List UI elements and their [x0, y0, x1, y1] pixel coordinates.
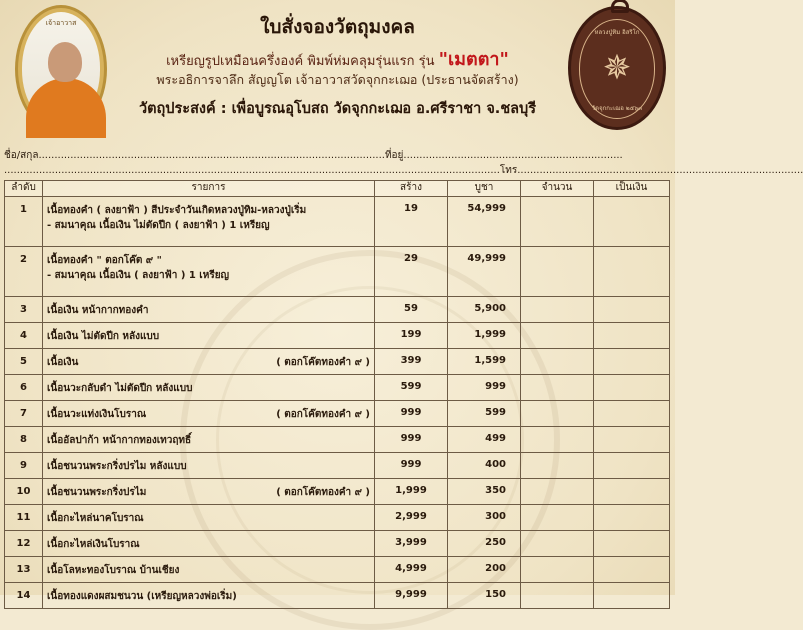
- quantity-input-cell[interactable]: [521, 197, 594, 247]
- amount-input-cell[interactable]: [594, 297, 670, 323]
- phone-field[interactable]: ..........................................................................................: [517, 165, 803, 176]
- col-header-created: สร้าง: [375, 181, 448, 197]
- item-created-count: 4,999: [375, 557, 448, 583]
- item-note: ( ตอกโค๊ตทองคำ ๙ ): [276, 357, 370, 368]
- item-cell: [43, 557, 375, 583]
- amount-input-cell[interactable]: [594, 583, 670, 609]
- item-created-count: 999: [375, 453, 448, 479]
- quantity-input-cell[interactable]: [521, 583, 594, 609]
- item-number: 7: [5, 401, 43, 427]
- table-row: [5, 557, 670, 583]
- table-row: [5, 349, 670, 375]
- quantity-input-cell[interactable]: [521, 401, 594, 427]
- quantity-input-cell[interactable]: [521, 427, 594, 453]
- quantity-input-cell[interactable]: [521, 297, 594, 323]
- item-cell: [43, 197, 375, 247]
- quantity-input-cell[interactable]: [521, 531, 594, 557]
- item-description: เนื้อกะไหล่นาคโบราณ: [47, 513, 144, 524]
- item-cell: [43, 427, 375, 453]
- item-created-count: 9,999: [375, 583, 448, 609]
- portrait-caption: เจ้าอาวาส: [45, 19, 77, 27]
- item-created-count: 19: [375, 197, 448, 247]
- item-description: เนื้อทองคำ " ตอกโค๊ต ๙ ": [47, 255, 162, 266]
- item-number: 11: [5, 505, 43, 531]
- table-row: [5, 453, 670, 479]
- amount-input-cell[interactable]: [594, 401, 670, 427]
- item-number: 2: [5, 247, 43, 297]
- quantity-input-cell[interactable]: [521, 247, 594, 297]
- item-created-count: 399: [375, 349, 448, 375]
- item-created-count: 59: [375, 297, 448, 323]
- medal-top-lettering: หลวงปู่ทิม อิสริโก: [594, 29, 640, 36]
- item-number: 13: [5, 557, 43, 583]
- item-created-count: 2,999: [375, 505, 448, 531]
- item-number: 14: [5, 583, 43, 609]
- item-created-count: 1,999: [375, 479, 448, 505]
- item-bonus: - สมนาคุณ เนื้อเงิน ( ลงยาฟ้า ) 1 เหรียญ: [47, 270, 230, 281]
- item-cell: [43, 479, 375, 505]
- item-price: 350: [448, 479, 521, 505]
- table-row: [5, 505, 670, 531]
- item-price: 499: [448, 427, 521, 453]
- item-price: 300: [448, 505, 521, 531]
- item-description: เนื้อนวะกลับดำ ไม่ตัดปีก หลังแบบ: [47, 383, 193, 394]
- item-description: เนื้อเงิน: [47, 357, 79, 368]
- item-price: 49,999: [448, 247, 521, 297]
- amount-input-cell[interactable]: [594, 557, 670, 583]
- table-row: [5, 583, 670, 609]
- table-row: [5, 531, 670, 557]
- item-description: เนื้อเงิน ไม่ตัดปีก หลังแบบ: [47, 331, 160, 342]
- name-label: ชื่อ/สกุล: [4, 150, 39, 161]
- col-header-quantity: จำนวน: [521, 181, 594, 197]
- item-bonus: - สมนาคุณ เนื้อเงิน ไม่ตัดปีก ( ลงยาฟ้า ) 1 เหรียญ: [47, 220, 270, 231]
- subtitle-president: พระอธิการจาลึก สัญญโต เจ้าอาวาสวัดจุกกะเฌอ (ประธานจัดสร้าง): [156, 72, 519, 87]
- medal-bottom-lettering: วัดจุกกะเฌอ ๒๕๖๓: [591, 105, 643, 112]
- quantity-input-cell[interactable]: [521, 479, 594, 505]
- table-row: [5, 197, 670, 247]
- amount-input-cell[interactable]: [594, 247, 670, 297]
- item-cell: [43, 297, 375, 323]
- item-description: เนื้อนวะแท่งเงินโบราณ: [47, 409, 147, 420]
- item-description: เนื้อโลหะทองโบราณ บ้านเชียง: [47, 565, 180, 576]
- table-row: [5, 401, 670, 427]
- item-cell: [43, 375, 375, 401]
- item-number: 9: [5, 453, 43, 479]
- item-number: 10: [5, 479, 43, 505]
- quantity-input-cell[interactable]: [521, 375, 594, 401]
- item-price: 999: [448, 375, 521, 401]
- item-price: 200: [448, 557, 521, 583]
- item-price: 1,599: [448, 349, 521, 375]
- item-description: เนื้อชนวนพระกริ่งปรไม หลังแบบ: [47, 461, 187, 472]
- item-cell: [43, 323, 375, 349]
- item-cell: [43, 583, 375, 609]
- subtitle-purpose: วัตถุประสงค์ : เพื่อบูรณอุโบสถ วัดจุกกะเฌอ อ.ศรีราชา จ.ชลบุรี: [138, 101, 537, 117]
- amount-input-cell[interactable]: [594, 427, 670, 453]
- table-row: [5, 479, 670, 505]
- item-cell: [43, 531, 375, 557]
- address-phone-line: [4, 163, 803, 178]
- quantity-input-cell[interactable]: [521, 453, 594, 479]
- subtitle-medal: [0, 44, 675, 73]
- col-header-price: บูชา: [448, 181, 521, 197]
- col-header-item: รายการ: [43, 181, 375, 197]
- generation-name: "เมตตา": [438, 49, 509, 70]
- table-body: [5, 197, 670, 609]
- item-note: ( ตอกโค๊ตทองคำ ๙ ): [276, 487, 370, 498]
- medal-yant-icon: ✵: [602, 48, 632, 88]
- item-description: เนื้อเงิน หน้ากากทองคำ: [47, 305, 149, 316]
- item-price: 400: [448, 453, 521, 479]
- amount-input-cell[interactable]: [594, 479, 670, 505]
- amount-input-cell[interactable]: [594, 375, 670, 401]
- quantity-input-cell[interactable]: [521, 323, 594, 349]
- table-row: [5, 247, 670, 297]
- page-title: ใบสั่งจองวัตถุมงคล: [260, 16, 415, 38]
- order-table: [4, 180, 670, 609]
- item-number: 5: [5, 349, 43, 375]
- item-description: เนื้อทองแดงผสมชนวน (เหรียญหลวงพ่อเริ่ม): [47, 591, 237, 602]
- item-price: 5,900: [448, 297, 521, 323]
- address-field-2[interactable]: ............................................................................................................................................................: [4, 165, 500, 176]
- item-number: 4: [5, 323, 43, 349]
- item-note: ( ตอกโค๊ตทองคำ ๙ ): [276, 409, 370, 420]
- item-price: 54,999: [448, 197, 521, 247]
- item-cell: [43, 349, 375, 375]
- item-number: 8: [5, 427, 43, 453]
- item-created-count: 599: [375, 375, 448, 401]
- phone-label: โทร: [499, 165, 518, 176]
- col-header-no: ลำดับ: [5, 181, 43, 197]
- item-price: 250: [448, 531, 521, 557]
- item-created-count: 999: [375, 401, 448, 427]
- amount-input-cell[interactable]: [594, 323, 670, 349]
- table-header-row: [5, 181, 670, 197]
- item-description: เนื้ออัลปาก้า หน้ากากทองเทวฤทธิ์: [47, 435, 192, 446]
- name-address-line: [4, 148, 670, 163]
- item-description: เนื้อทองคำ ( ลงยาฟ้า ) สีประจำวันเกิดหลวงปู่ทิม-หลวงปู่เริ่ม: [47, 205, 307, 216]
- name-field[interactable]: .............................................................................................................: [38, 150, 385, 161]
- table-row: [5, 323, 670, 349]
- item-number: 6: [5, 375, 43, 401]
- item-price: 1,999: [448, 323, 521, 349]
- item-description: เนื้อชนวนพระกริ่งปรไม: [47, 487, 147, 498]
- item-cell: [43, 247, 375, 297]
- item-price: 599: [448, 401, 521, 427]
- table-row: [5, 297, 670, 323]
- quantity-input-cell[interactable]: [521, 505, 594, 531]
- item-number: 1: [5, 197, 43, 247]
- item-number: 12: [5, 531, 43, 557]
- amount-input-cell[interactable]: [594, 197, 670, 247]
- quantity-input-cell[interactable]: [521, 349, 594, 375]
- item-number: 3: [5, 297, 43, 323]
- amount-input-cell[interactable]: [594, 453, 670, 479]
- table-row: [5, 375, 670, 401]
- item-cell: [43, 401, 375, 427]
- quantity-input-cell[interactable]: [521, 557, 594, 583]
- item-cell: [43, 453, 375, 479]
- item-created-count: 29: [375, 247, 448, 297]
- subtitle-text: เหรียญรูปเหมือนครึ่งองค์ พิมพ์ห่มคลุมรุ่นแรก รุ่น: [166, 54, 435, 69]
- address-label: ที่อยู่: [384, 150, 404, 161]
- item-cell: [43, 505, 375, 531]
- item-created-count: 199: [375, 323, 448, 349]
- amount-input-cell[interactable]: [594, 505, 670, 531]
- address-field[interactable]: .....................................................................: [403, 150, 623, 161]
- item-created-count: 3,999: [375, 531, 448, 557]
- amount-input-cell[interactable]: [594, 531, 670, 557]
- col-header-amount: เป็นเงิน: [594, 181, 670, 197]
- item-description: เนื้อกะไหล่เงินโบราณ: [47, 539, 140, 550]
- amount-input-cell[interactable]: [594, 349, 670, 375]
- item-created-count: 999: [375, 427, 448, 453]
- item-price: 150: [448, 583, 521, 609]
- table-row: [5, 427, 670, 453]
